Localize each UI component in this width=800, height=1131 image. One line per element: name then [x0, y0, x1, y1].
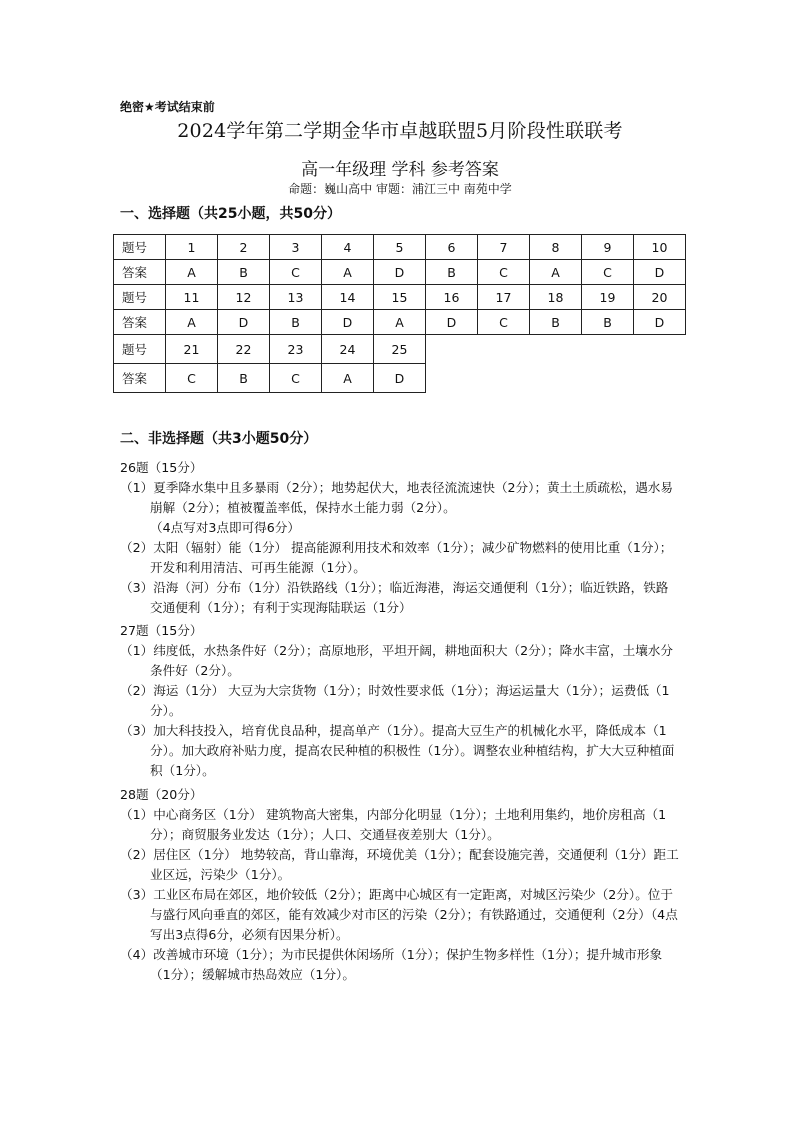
confidential-mark: 绝密★考试结束前 [120, 100, 215, 114]
answer-cell: B [218, 364, 270, 393]
answer-cell: D [322, 310, 374, 335]
answer-cell: B [270, 310, 322, 335]
author-line: 命题：巍山高中 审题：浦江三中 南苑中学 [288, 182, 512, 196]
question-number: 3 [270, 235, 322, 260]
question-number: 11 [166, 285, 218, 310]
question-number: 22 [218, 335, 270, 364]
question-number: 5 [374, 235, 426, 260]
question-number: 10 [634, 235, 686, 260]
question-number: 14 [322, 285, 374, 310]
question-number: 23 [270, 335, 322, 364]
table-row [114, 235, 686, 260]
answer-cell: A [166, 260, 218, 285]
row-label: 题号 [114, 335, 166, 364]
question-number: 19 [582, 285, 634, 310]
answer-item: （2）居住区（1分） 地势较高，背山靠海，环境优美（1分）；配套设施完善，交通便利（1分）距工业区远，污染少（1分）。 [120, 847, 679, 882]
table-row [114, 364, 686, 393]
row-label: 答案 [114, 260, 166, 285]
answer-cell: C [582, 260, 634, 285]
table-row [114, 335, 686, 364]
question-28-block [120, 785, 680, 985]
answer-cell: D [634, 310, 686, 335]
answer-cell: B [530, 310, 582, 335]
question-number: 2 [218, 235, 270, 260]
answer-item: （2）海运（1分） 大豆为大宗货物（1分）；时效性要求低（1分）；海运运量大（1分）；运费低（1分）。 [120, 683, 670, 718]
table-blank [426, 364, 686, 393]
answer-item: （4）改善城市环境（1分）；为市民提供休闲场所（1分）；保护生物多样性（1分）；提升城市形象（1分）；缓解城市热岛效应（1分）。 [120, 947, 663, 982]
answer-cell: B [582, 310, 634, 335]
answer-cell: A [322, 260, 374, 285]
answer-item: （1）纬度低，水热条件好（2分）；高原地形，平坦开阔，耕地面积大（2分）；降水丰富，土壤水分条件好（2分）。 [120, 643, 673, 678]
answer-item: （1）中心商务区（1分） 建筑物高大密集，内部分化明显（1分）；土地利用集约，地价房租高（1分）；商贸服务业发达（1分）；人口、交通昼夜差别大（1分）。 [120, 807, 667, 842]
question-number: 1 [166, 235, 218, 260]
section2-heading: 二、非选择题（共3小题50分） [120, 431, 318, 447]
answer-cell: D [426, 310, 478, 335]
table-blank [426, 335, 686, 364]
answer-cell: C [270, 260, 322, 285]
answer-cell: A [374, 310, 426, 335]
question-number: 24 [322, 335, 374, 364]
question-number: 25 [374, 335, 426, 364]
question-number: 18 [530, 285, 582, 310]
scoring-note: （4点写对3点即可得6分） [150, 520, 300, 535]
row-label: 答案 [114, 310, 166, 335]
table-row [114, 310, 686, 335]
answer-cell: D [374, 260, 426, 285]
row-label: 题号 [114, 285, 166, 310]
answer-cell: B [426, 260, 478, 285]
answer-item: （2）太阳（辐射）能（1分） 提高能源利用技术和效率（1分）；减少矿物燃料的使用比重（1分）；开发和利用清洁、可再生能源（1分）。 [120, 540, 673, 575]
question-number: 21 [166, 335, 218, 364]
table-row [114, 285, 686, 310]
answer-item: （3）工业区布局在郊区，地价较低（2分）；距离中心城区有一定距离，对城区污染少（2分）。位于与盛行风向垂直的郊区，能有效减少对市区的污染（2分）；有铁路通过，交通便利（2分）（4点写出3点得6分，必须有因果分析）。 [120, 887, 678, 942]
question-27-block [120, 621, 680, 781]
answer-cell: A [322, 364, 374, 393]
question-number: 12 [218, 285, 270, 310]
question-number: 15 [374, 285, 426, 310]
page-subtitle: 高一年级理 学科 参考答案 [301, 160, 499, 180]
question-number: 13 [270, 285, 322, 310]
answer-cell: C [270, 364, 322, 393]
answer-cell: D [634, 260, 686, 285]
answer-cell: C [166, 364, 218, 393]
question-number: 8 [530, 235, 582, 260]
table-row [114, 260, 686, 285]
section1-heading: 一、选择题（共25小题，共50分） [120, 206, 341, 222]
question-number: 17 [478, 285, 530, 310]
answer-cell: A [166, 310, 218, 335]
question-26-title: 26题（15分） [120, 460, 203, 475]
question-number: 7 [478, 235, 530, 260]
row-label: 题号 [114, 235, 166, 260]
answer-item: （1）夏季降水集中且多暴雨（2分）；地势起伏大，地表径流流速快（2分）；黄土土质疏松，遇水易崩解（2分）；植被覆盖率低，保持水土能力弱（2分）。 [120, 480, 673, 515]
answer-cell: B [218, 260, 270, 285]
row-label: 答案 [114, 364, 166, 393]
answer-cell: A [530, 260, 582, 285]
answer-table [113, 234, 686, 393]
question-27-title: 27题（15分） [120, 623, 203, 638]
question-number: 16 [426, 285, 478, 310]
answer-cell: C [478, 310, 530, 335]
question-number: 4 [322, 235, 374, 260]
page-title: 2024学年第二学期金华市卓越联盟5月阶段性联联考 [177, 120, 623, 142]
answer-cell: C [478, 260, 530, 285]
question-26-block [120, 458, 680, 618]
answer-cell: D [374, 364, 426, 393]
answer-item: （3）沿海（河）分布（1分）沿铁路线（1分）；临近海港，海运交通便利（1分）；临近铁路，铁路交通便利（1分）；有利于实现海陆联运（1分） [120, 580, 669, 615]
question-number: 6 [426, 235, 478, 260]
question-28-title: 28题（20分） [120, 787, 203, 802]
question-number: 20 [634, 285, 686, 310]
answer-cell: D [218, 310, 270, 335]
question-number: 9 [582, 235, 634, 260]
answer-item: （3）加大科技投入，培育优良品种，提高单产（1分）。提高大豆生产的机械化水平，降低成本（1分）。加大政府补贴力度，提高农民种植的积极性（1分）。调整农业种植结构，扩大大豆种植面积（1分）。 [120, 723, 675, 778]
